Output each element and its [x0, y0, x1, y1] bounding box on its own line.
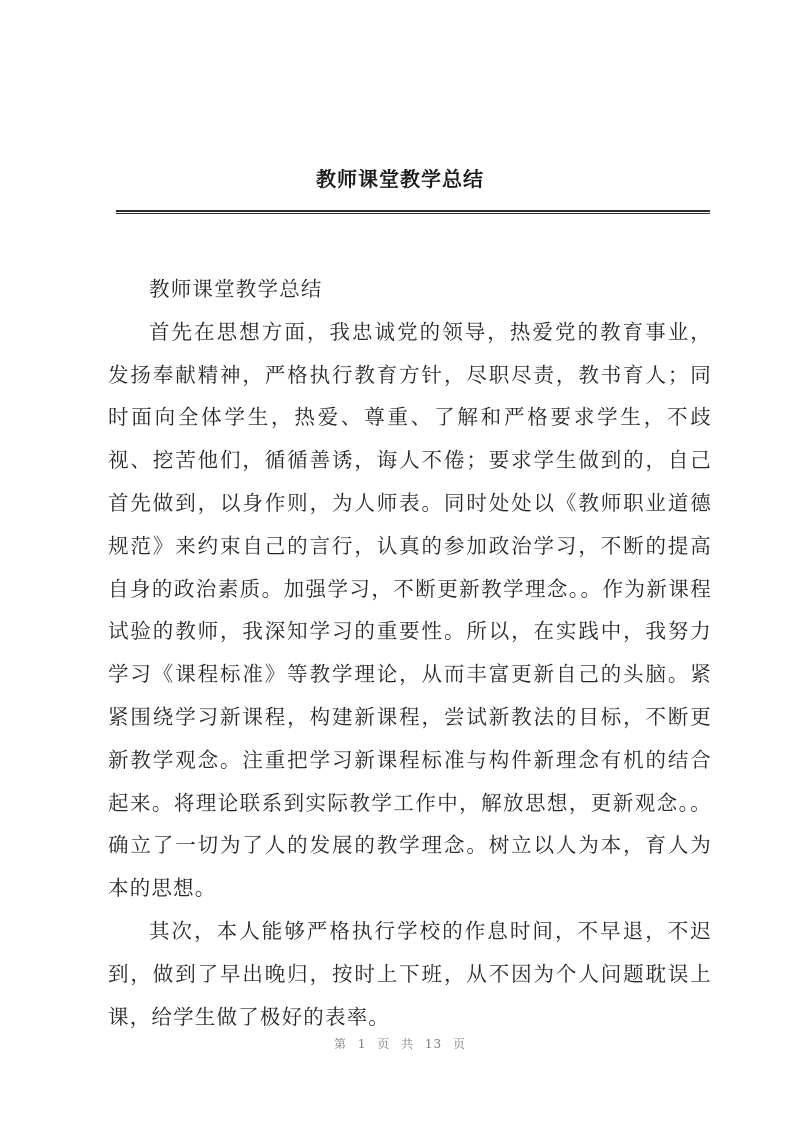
document-title: 教师课堂教学总结 [316, 167, 484, 191]
paragraph: 首先在思想方面，我忠诚党的领导，热爱党的教育事业，发扬奉献精神，严格执行教育方针，尽职尽责，教书育人；同时面向全体学生，热爱、尊重、了解和严格要求学生，不歧视、挖苦他们，循循善诱，诲人不倦；要求学生做到的，自己首先做到，以身作则，为人师表。同时处处以《教师职业道德规范》来约束自己的言行，认真的参加政治学习，不断的提高自身的政治素质。加强学习，不断更新教学理念。。作为新课程试验的教师，我深知学习的重要性。所以，在实践中，我努力学习《课程标准》等教学理论，从而丰富更新自己的头脑。紧紧围绕学习新课程，构建新课程，尝试新教法的目标，不断更新教学观念。注重把学习新课程标准与构件新理念有机的结合起来。将理论联系到实际教学工作中，解放思想，更新观念。。确立了一切为了人的发展的教学理念。树立以人为本，育人为本的思想。 [108, 319, 712, 901]
paragraph: 其次，本人能够严格执行学校的作息时间，不早退，不迟到，做到了早出晚归，按时上下班，从不因为个人问题耽误上课，给学生做了极好的表率。 [108, 918, 712, 1029]
page-number-footer: 第 1 页 共 13 页 [334, 1037, 466, 1051]
title-divider [116, 210, 710, 214]
paragraph-heading: 教师课堂教学总结 [149, 277, 323, 301]
document-body [108, 268, 712, 1038]
